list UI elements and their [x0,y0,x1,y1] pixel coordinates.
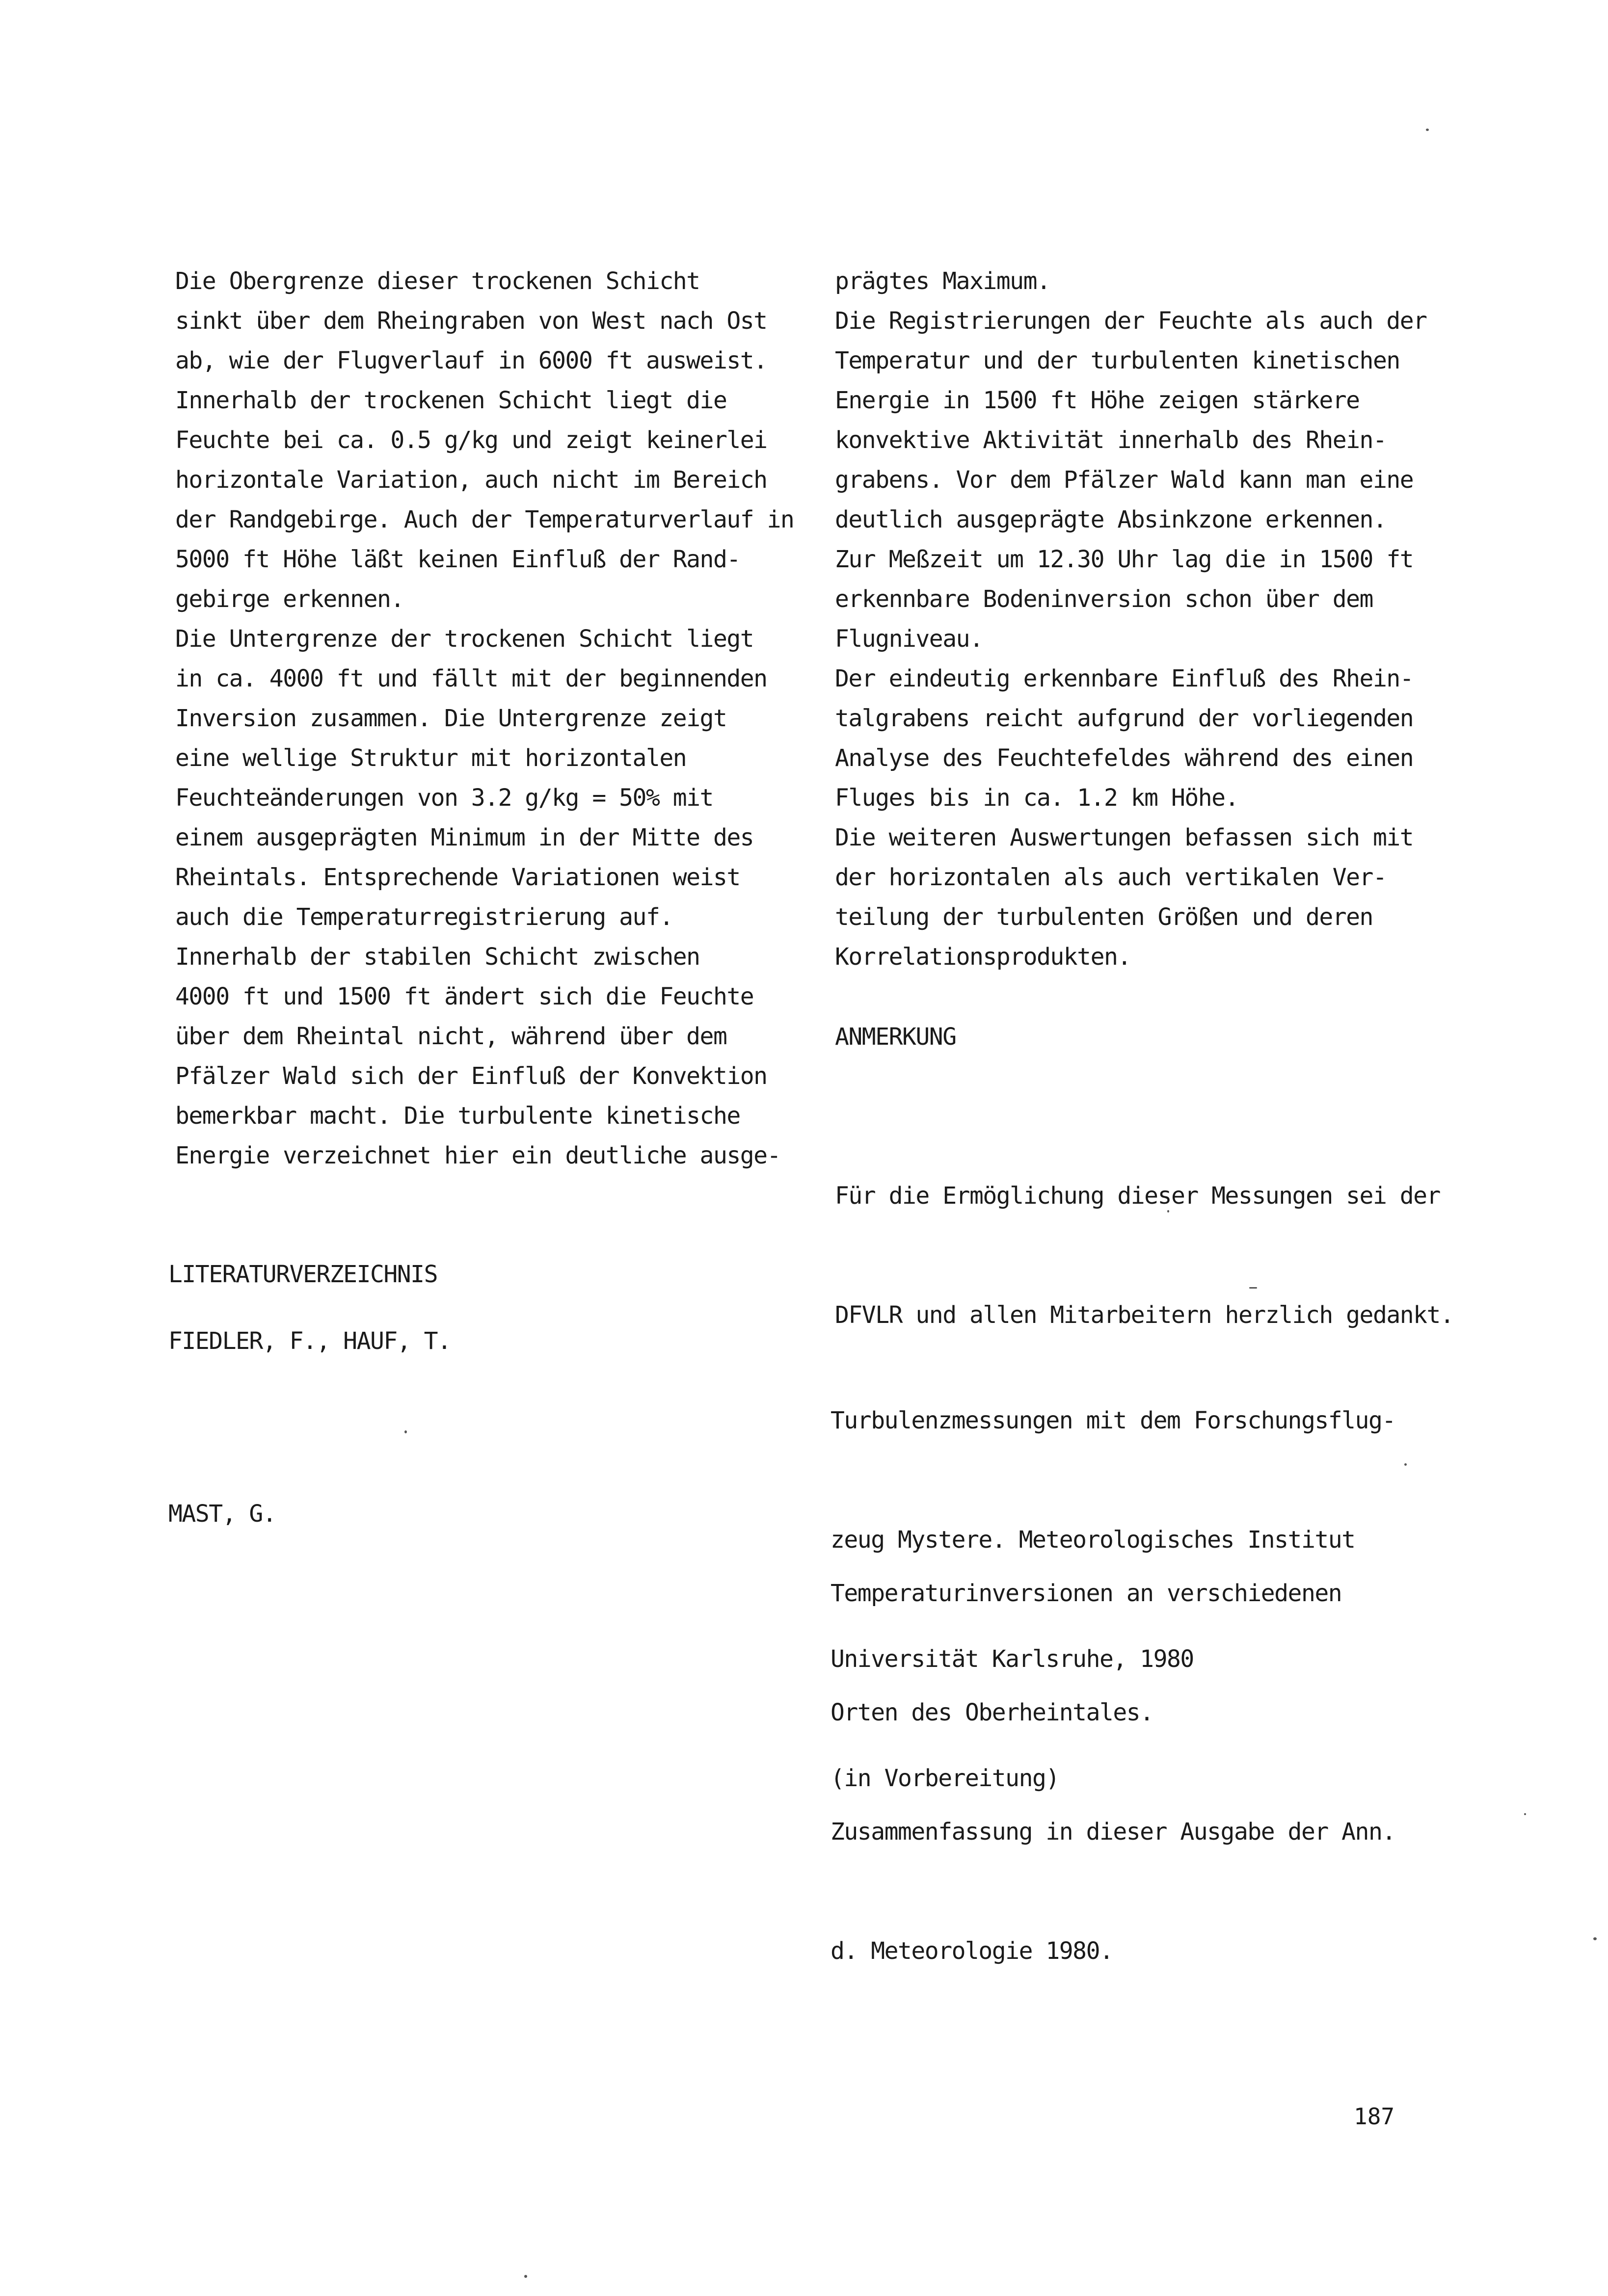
scan-speck [404,1430,407,1433]
left-column-line: 5000 ft Höhe läßt keinen Einfluß der Rand- [175,546,740,573]
right-column-line: Der eindeutig erkennbare Einfluß des Rhein- [835,665,1414,692]
acknowledgement-line: Für die Ermöglichung dieser Messungen sei der [835,1182,1440,1210]
reference-line: Orten des Oberheintales. [831,1699,1153,1726]
left-column-line: bemerkbar macht. Die turbulente kinetische [175,1102,740,1130]
page-number: 187 [1354,2103,1395,2130]
reference-line: d. Meteorologie 1980. [831,1937,1113,1965]
reference-author: FIEDLER, F., HAUF, T. [168,1327,451,1355]
right-column-line: prägtes Maximum. [835,267,1050,295]
right-column-line: Analyse des Feuchtefeldes während des einen [835,744,1414,772]
left-column-line: 4000 ft und 1500 ft ändert sich die Feuchte [175,983,754,1010]
right-column-line: Temperatur und der turbulenten kinetischen [835,347,1400,374]
left-column-line: Innerhalb der trockenen Schicht liegt die [175,387,727,414]
right-column-line: erkennbare Bodeninversion schon über dem [835,585,1373,613]
scan-speck [524,2275,527,2278]
left-column-line: Pfälzer Wald sich der Einfluß der Konvektion [175,1062,767,1090]
right-column-line: Die Registrierungen der Feuchte als auch der [835,307,1427,335]
reference-line: Zusammenfassung in dieser Ausgabe der Ann. [831,1818,1395,1846]
reference-line: zeug Mystere. Meteorologisches Institut [831,1526,1355,1554]
right-column-line: teilung der turbulenten Größen und deren [835,903,1373,931]
scan-speck [1249,1287,1257,1289]
reference-text [831,1494,1395,2051]
reference-author: MAST, G. [168,1500,276,1528]
right-column-line: konvektive Aktivität innerhalb des Rhein- [835,426,1387,454]
right-column-line: der horizontalen als auch vertikalen Ver- [835,864,1387,891]
acknowledgement-line: DFVLR und allen Mitarbeitern herzlich gedankt. [835,1301,1454,1329]
left-text-column [175,262,794,1176]
anmerkung-heading: ANMERKUNG [835,1023,956,1051]
left-column-line: horizontale Variation, auch nicht im Bereich [175,466,767,494]
reference-line: Universität Karlsruhe, 1980 [831,1645,1194,1673]
right-column-line: Flugniveau. [835,625,983,653]
right-column-line: Zur Meßzeit um 12.30 Uhr lag die in 1500 ft [835,546,1414,573]
left-column-line: eine wellige Struktur mit horizontalen [175,744,687,772]
left-column-line: Rheintals. Entsprechende Variationen weist [175,864,740,891]
left-column-line: der Randgebirge. Auch der Temperaturverlauf in [175,506,794,533]
right-column-line: Die weiteren Auswertungen befassen sich mit [835,824,1414,851]
right-text-column [835,262,1427,977]
left-column-line: Feuchte bei ca. 0.5 g/kg und zeigt keinerlei [175,426,767,454]
left-column-line: auch die Temperaturregistrierung auf. [175,903,673,931]
left-column-line: in ca. 4000 ft und fällt mit der beginnenden [175,665,767,692]
left-column-line: ab, wie der Flugverlauf in 6000 ft ausweist. [175,347,767,374]
right-column-line: grabens. Vor dem Pfälzer Wald kann man eine [835,466,1414,494]
bibliography-heading: LITERATURVERZEICHNIS [168,1261,437,1288]
reference-line: (in Vorbereitung) [831,1765,1059,1792]
left-column-line: Inversion zusammen. Die Untergrenze zeigt [175,705,727,732]
left-column-line: Innerhalb der stabilen Schicht zwischen [175,943,700,971]
left-column-line: über dem Rheintal nicht, während über dem [175,1023,727,1050]
scan-speck [1524,1813,1526,1815]
right-column-line: Korrelationsprodukten. [835,943,1131,971]
left-column-line: Die Obergrenze dieser trockenen Schicht [175,267,700,295]
left-column-line: Energie verzeichnet hier ein deutliche ausge- [175,1142,780,1169]
left-column-line: Feuchteänderungen von 3.2 g/kg = 50% mit [175,784,713,812]
right-column-line: talgrabens reicht aufgrund der vorliegenden [835,705,1414,732]
left-column-line: Die Untergrenze der trockenen Schicht liegt [175,625,754,653]
reference-line: Temperaturinversionen an verschiedenen [831,1580,1342,1607]
reference-line: Turbulenzmessungen mit dem Forschungsflug- [831,1407,1395,1434]
scan-speck [1404,1463,1407,1466]
scan-speck [1593,1937,1597,1940]
scan-speck [1167,1210,1169,1213]
right-column-line: deutlich ausgeprägte Absinkzone erkennen. [835,506,1387,533]
scan-speck [1426,129,1429,131]
left-column-line: gebirge erkennen. [175,585,404,613]
right-column-line: Fluges bis in ca. 1.2 km Höhe. [835,784,1238,812]
left-column-line: sinkt über dem Rheingraben von West nach Ost [175,307,767,335]
right-column-line: Energie in 1500 ft Höhe zeigen stärkere [835,387,1360,414]
left-column-line: einem ausgeprägten Minimum in der Mitte des [175,824,754,851]
